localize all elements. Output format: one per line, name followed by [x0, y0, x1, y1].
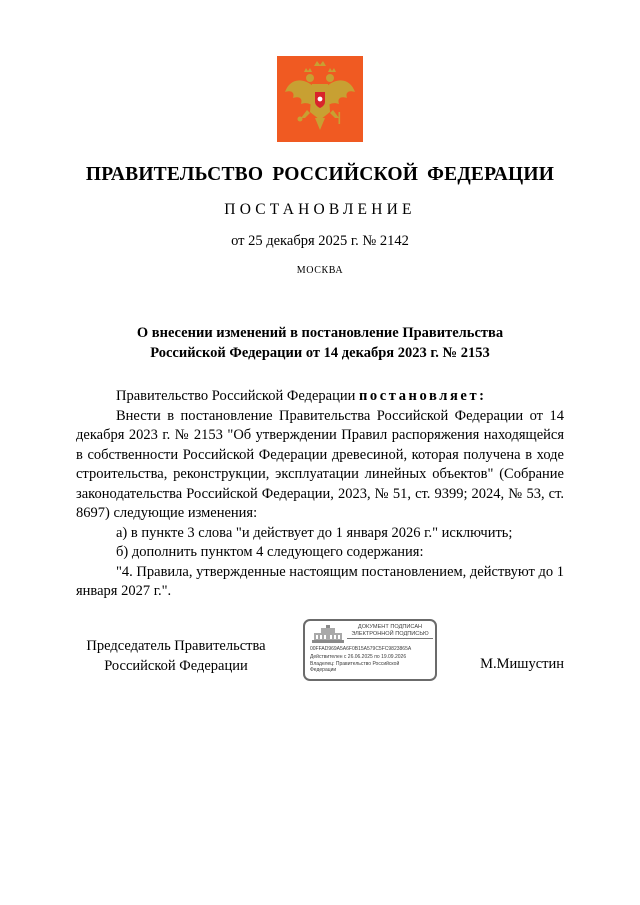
- signer-title-line-1: Председатель Правительства: [86, 638, 266, 654]
- subject-line-1: О внесении изменений в постановление Правительства: [136, 325, 504, 341]
- stamp-validity: Действителен с 26.06.2025 по 19.09.2026: [310, 654, 407, 660]
- document-city: МОСКВА: [296, 265, 344, 276]
- stamp-owner: Владелец: Правительство Российской Федерации: [310, 661, 400, 673]
- document-subject: [0, 323, 640, 363]
- body-paragraph: а) в пункте 3 слова "и действует до 1 января 2026 г." исключить;: [116, 524, 513, 541]
- body-paragraph: б) дополнить пунктом 4 следующего содержания:: [116, 544, 424, 560]
- stamp-heading: [345, 624, 435, 638]
- stamp-heading-line-2: ЭЛЕКТРОННОЙ ПОДПИСЬЮ: [351, 631, 429, 637]
- signer-name: М.Мишустин: [480, 656, 564, 672]
- body-paragraph: "4. Правила, утвержденные настоящим постановлением, действуют до 1 января 2027 г.".: [76, 563, 564, 599]
- stamp-certificate: 00FFAD969A5A6F0B15A579C5FC9823865A: [310, 646, 412, 652]
- government-building-icon: [312, 625, 344, 643]
- document-body: [76, 387, 564, 602]
- stamp-heading-line-1: ДОКУМЕНТ ПОДПИСАН: [357, 624, 423, 630]
- preamble-verb: постановляет:: [358, 388, 487, 404]
- coat-of-arms-icon: [277, 56, 363, 142]
- government-title: ПРАВИТЕЛЬСТВО РОССИЙСКОЙ ФЕДЕРАЦИИ: [85, 164, 555, 185]
- electronic-signature-stamp: [303, 619, 437, 681]
- stamp-divider: [347, 638, 433, 639]
- subject-line-2: Российской Федерации от 14 декабря 2023 г. № 2153: [150, 345, 490, 361]
- preamble-text: Правительство Российской Федерации: [116, 388, 359, 404]
- body-paragraph: Внести в постановление Правительства Российской Федерации от 14 декабря 2023 г. № 2153 "Об утверждении Правил распоряжения находящейся в собственности Российской Федерации древесиной, которая получена в ходе строительства, реконструкции, эксплуатации линейных объектов" (Собрание законодательства Российской Федерации, 2023, № 51, ст. 9399; 2024, № 53, ст. 8697) следующие изменения:: [76, 407, 564, 521]
- signer-title: [76, 637, 276, 676]
- document-date-number: от 25 декабря 2025 г. № 2142: [231, 233, 409, 249]
- document-type: ПОСТАНОВЛЕНИЕ: [224, 201, 416, 218]
- signer-title-line-2: Российской Федерации: [104, 657, 248, 674]
- preamble: [76, 387, 564, 407]
